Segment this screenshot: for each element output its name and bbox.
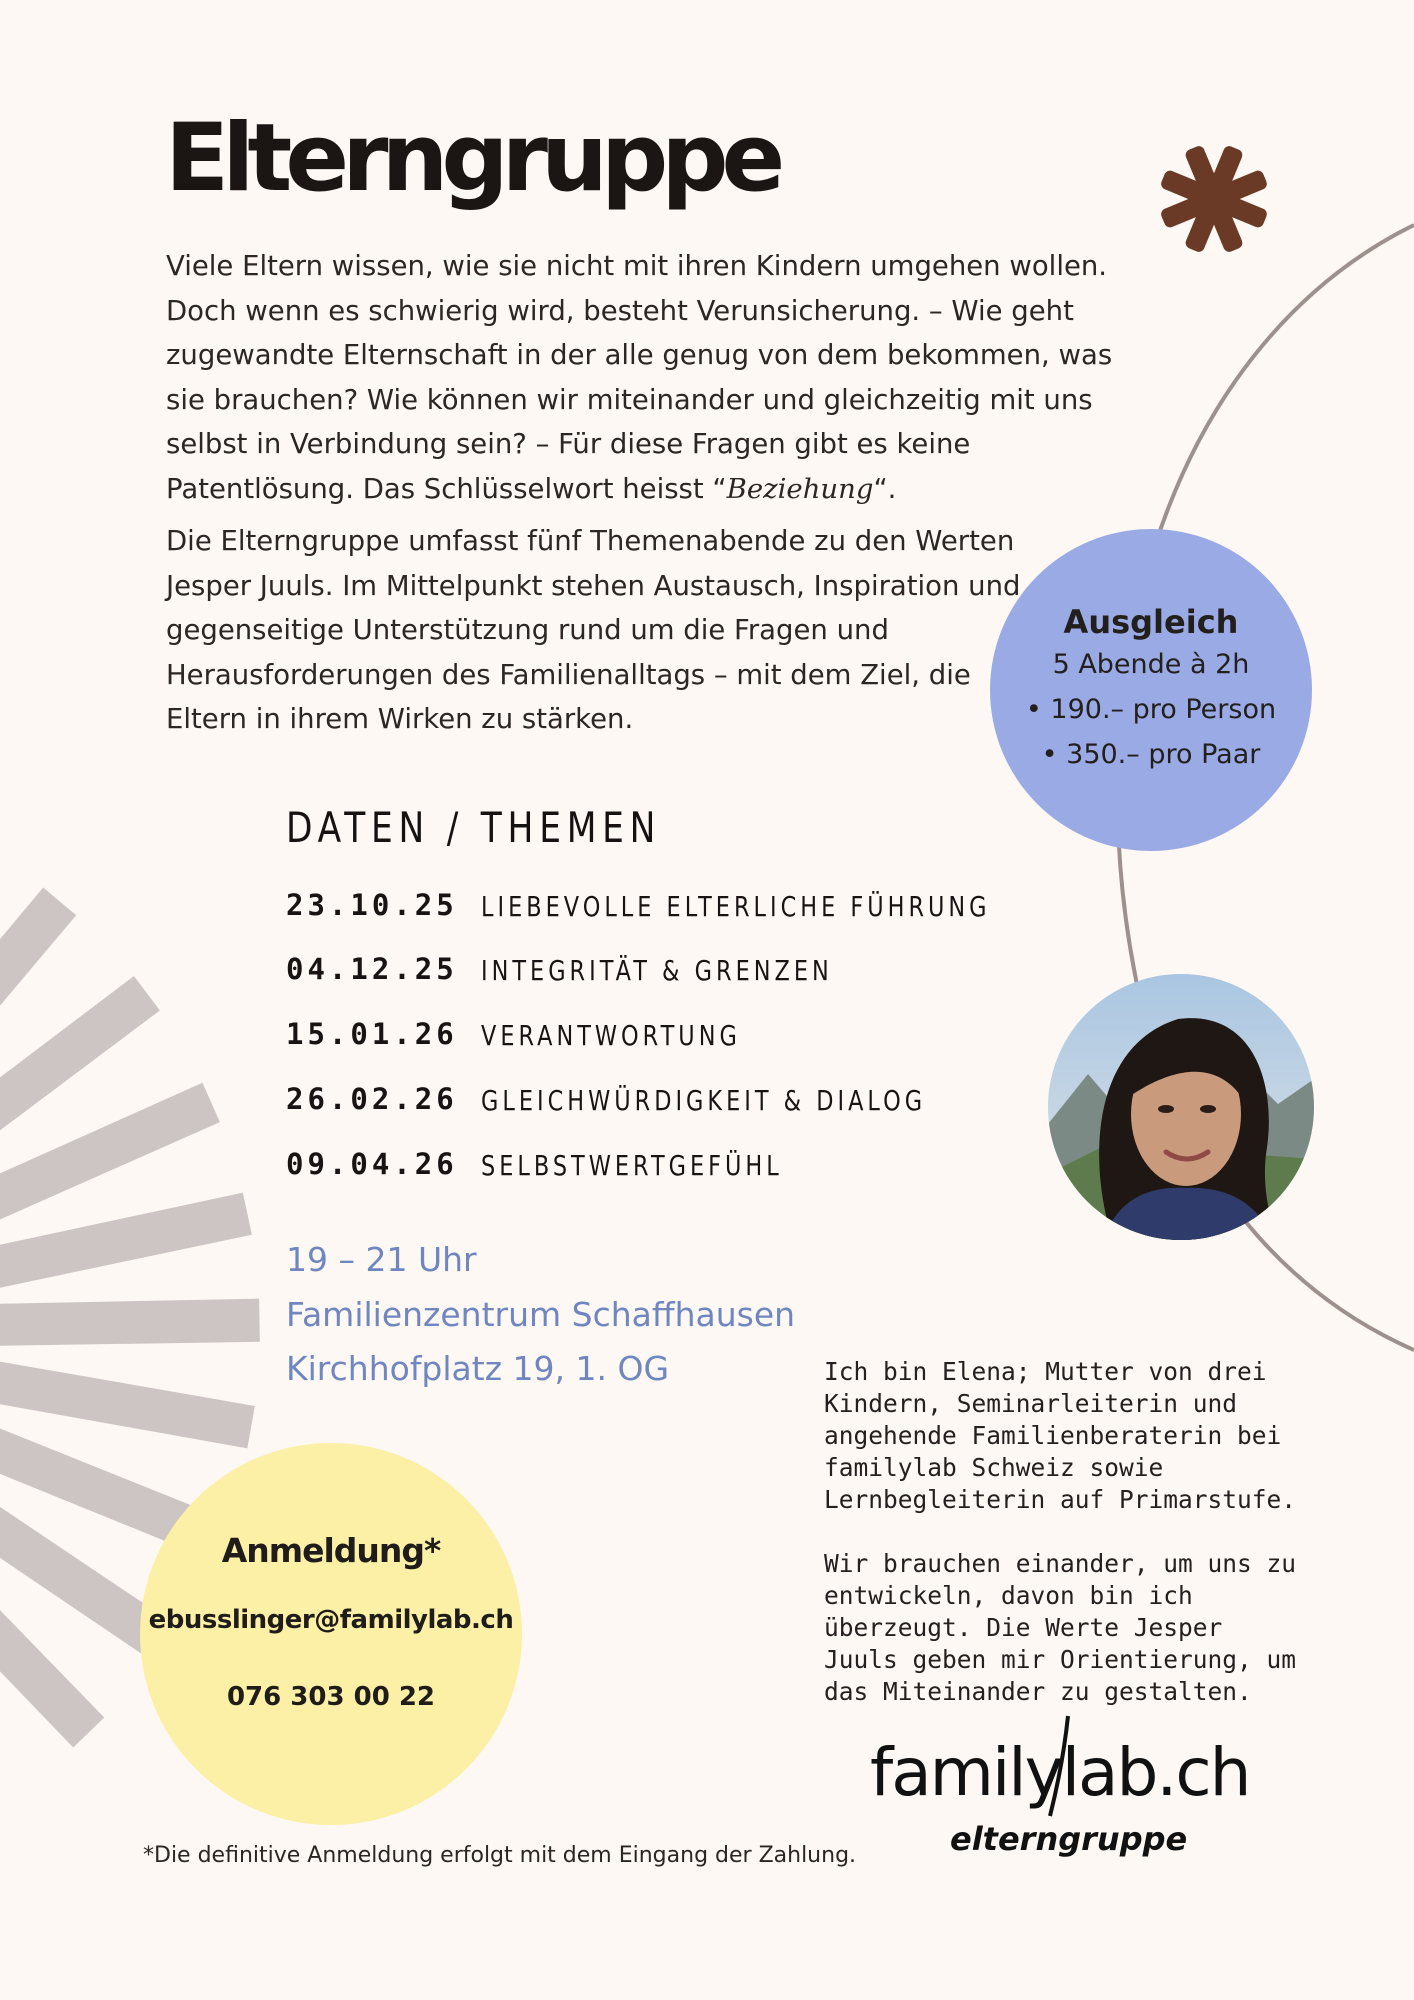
event-venue: Familienzentrum Schaffhausen [286, 1295, 796, 1334]
logo-brand: familylab.ch [870, 1734, 1250, 1811]
schedule-topic: LIEBEVOLLE ELTERLICHE FÜHRUNG [481, 890, 991, 923]
sunburst-ray [0, 1361, 255, 1448]
schedule-date: 09.04.26 [286, 1147, 458, 1181]
signup-title: Anmeldung* [221, 1531, 441, 1570]
schedule-date: 26.02.26 [286, 1082, 458, 1116]
pricing-line: • 350.– pro Paar [1041, 739, 1261, 770]
footnote: *Die definitive Anmeldung erfolgt mit dem Eingang der Zahlung. [143, 1843, 857, 1868]
schedule-date: 23.10.25 [286, 888, 458, 922]
intro-end: “. [873, 472, 897, 505]
schedule-date: 15.01.26 [286, 1017, 458, 1051]
schedule-date: 04.12.25 [286, 952, 458, 986]
schedule-heading: DATEN / THEMEN [286, 803, 662, 852]
schedule-topic: GLEICHWÜRDIGKEIT & DIALOG [481, 1084, 927, 1117]
logo-subtitle: elterngruppe [950, 1820, 1188, 1858]
schedule-topic: VERANTWORTUNG [481, 1019, 741, 1052]
sunburst-ray [0, 1299, 260, 1346]
intro-keyword: Beziehung [726, 472, 874, 505]
pricing-line: 5 Abende à 2h [1052, 649, 1250, 680]
intro-paragraph [166, 244, 1126, 511]
starburst-icon [1155, 140, 1273, 258]
pricing-line: • 190.– pro Person [1025, 694, 1277, 725]
signup-circle [140, 1443, 522, 1825]
event-address: Kirchhofplatz 19, 1. OG [286, 1349, 670, 1388]
sunburst-ray [0, 1193, 252, 1289]
description-paragraph: Die Elterngruppe umfasst fünf Themenabende zu den Werten Jesper Juuls. Im Mittelpunkt stehen Austausch, Inspiration und gegenseitige Unterstützung rund um die Fragen und Herausforderungen des Familienalltags – mit dem Ziel, die Eltern in ihrem Wirken zu stärken. [166, 525, 1021, 735]
bio-paragraph: Ich bin Elena; Mutter von drei Kindern, Seminarleiterin und angehende Familienberaterin bei familylab Schweiz sowie Lernbegleiterin auf Primarstufe. [824, 1357, 1297, 1514]
familylab-logo [866, 1710, 1266, 1860]
event-time: 19 – 21 Uhr [286, 1240, 477, 1279]
schedule-topic: INTEGRITÄT & GRENZEN [481, 954, 833, 987]
page-title: Elterngruppe [165, 104, 779, 213]
pricing-circle [990, 529, 1312, 851]
intro-text: Viele Eltern wissen, wie sie nicht mit ihren Kindern umgehen wollen. Doch wenn es schwierig wird, besteht Verunsicherung. – Wie geht zugewandte Elternschaft in der alle genug von dem bekommen, was sie brauchen? Wie können wir miteinander und gleichzeitig mit uns selbst in Verbindung sein? – Für diese Fragen gibt es keine Patentlösung. Das Schlüsselwort heisst “ [166, 250, 1113, 505]
pricing-title: Ausgleich [1063, 603, 1239, 641]
bio-paragraph: Wir brauchen einander, um uns zu entwickeln, davon bin ich überzeugt. Die Werte Jesper Juuls geben mir Orientierung, um das Miteinander zu gestalten. [824, 1549, 1297, 1706]
schedule-topic: SELBSTWERTGEFÜHL [481, 1149, 783, 1182]
signup-email[interactable]: ebusslinger@familylab.ch [148, 1605, 514, 1635]
portrait-photo [1048, 974, 1314, 1240]
starburst-center [1196, 181, 1231, 216]
signup-phone[interactable]: 076 303 00 22 [226, 1682, 436, 1712]
